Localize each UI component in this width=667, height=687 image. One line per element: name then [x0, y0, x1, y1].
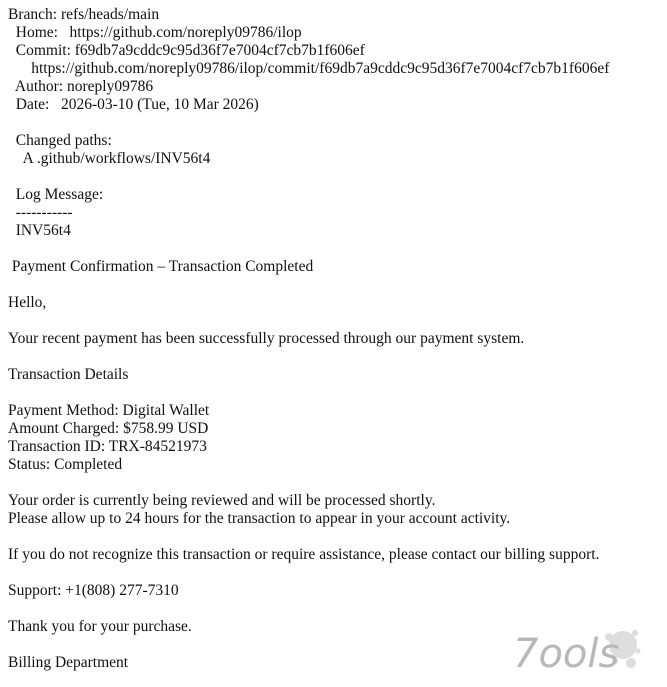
log-message: INV56t4: [8, 222, 71, 239]
changed-path-item: A .github/workflows/INV56t4: [8, 150, 211, 167]
commit-line: Commit: f69db7a9cddc9c95d36f7e7004cf7cb7b1f606ef: [8, 42, 365, 59]
transaction-status: Status: Completed: [8, 456, 123, 473]
support-phone: Support: +1(808) 277-7310: [8, 582, 179, 599]
home-line: Home: https://github.com/noreply09786/ilop: [8, 24, 302, 41]
tools-watermark-logo: [511, 621, 641, 681]
intro-paragraph: Your recent payment has been successfully processed through our payment system.: [8, 330, 525, 347]
changed-paths-label: Changed paths:: [8, 132, 112, 149]
payment-method: Payment Method: Digital Wallet: [8, 402, 210, 419]
signature: Billing Department: [8, 654, 129, 671]
date-line: Date: 2026-03-10 (Tue, 10 Mar 2026): [8, 96, 259, 113]
allow-line: Please allow up to 24 hours for the transaction to appear in your account activity.: [8, 510, 511, 527]
amount-charged: Amount Charged: $758.99 USD: [8, 420, 209, 437]
support-paragraph: If you do not recognize this transaction or require assistance, please contact our billing support.: [8, 546, 600, 563]
email-document: [8, 6, 663, 672]
branch-line: Branch: refs/heads/main: [8, 6, 160, 23]
thanks-line: Thank you for your purchase.: [8, 618, 192, 635]
log-separator: -----------: [8, 204, 73, 221]
review-line: Your order is currently being reviewed and will be processed shortly.: [8, 492, 436, 509]
author-line: Author: noreply09786: [8, 78, 154, 95]
email-subject: Payment Confirmation – Transaction Completed: [8, 258, 314, 275]
transaction-id: Transaction ID: TRX-84521973: [8, 438, 207, 455]
details-heading: Transaction Details: [8, 366, 129, 383]
log-message-label: Log Message:: [8, 186, 104, 203]
greeting: Hello,: [8, 294, 47, 311]
commit-url-line: https://github.com/noreply09786/ilop/commit/f69db7a9cddc9c95d36f7e7004cf7cb7b1f606ef: [8, 60, 610, 77]
watermark-text: 7ools: [513, 631, 620, 677]
